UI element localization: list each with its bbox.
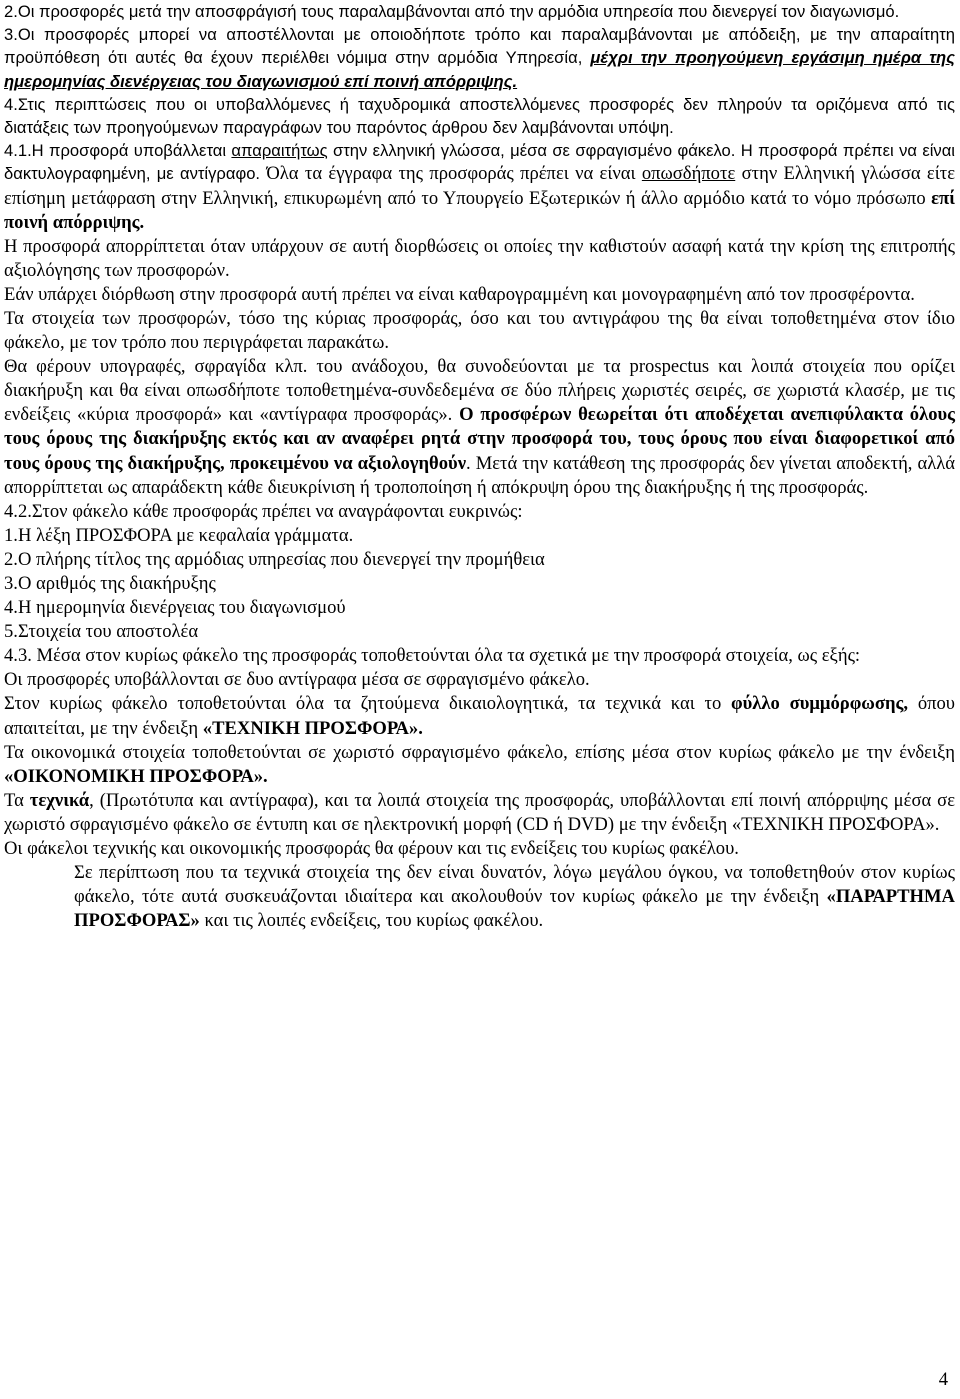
paragraph-4-1-emphasis: απαραιτήτως — [231, 141, 328, 161]
paragraph-correction-text: Εάν υπάρχει διόρθωση στην προσφορά αυτή πρέπει να είναι καθαρογραμμένη και μονογραφημένη από τον προσφέροντα. — [4, 283, 915, 305]
paragraph-4-1-documents: Όλα τα έγγραφα της προσφοράς πρέπει να είναι — [266, 163, 642, 185]
paragraph-signatures-after: . Μετά την κατάθεση της προσφοράς δεν γίνεται αποδεκτή, αλλά απορρίπτεται ως απαράδεκτη κάθε διευκρίνιση ή τροποποίηση ή απόκρυψη όρου της διακήρυξης ή της προσφοράς. — [4, 452, 955, 498]
paragraph-4-3-text: 4.3. Μέσα στον κυρίως φάκελο της προσφοράς τοποθετούνται όλα τα σχετικά με την προσφορά στοιχεία, ως εξής: — [4, 645, 861, 667]
paragraph-main-envelope-compliance: φύλλο συμμόρφωσης, — [731, 693, 909, 715]
paragraph-financial — [4, 741, 955, 789]
paragraph-signatures-acceptance: Ο προσφέρων θεωρείται ότι αποδέχεται ανεπιφύλακτα όλους τους όρους της διακήρυξης εκτός και αν αναφέρει ρητά στην προσφορά του, τους όρους που είναι διαφορετικοί από τους όρους της διακήρυξης, προκειμένου να αξιολογηθούν — [4, 404, 955, 474]
paragraph-3 — [4, 23, 955, 93]
paragraph-4-3-1-end: και τις λοιπές ενδείξεις, του κυρίως φακέλου. — [199, 910, 544, 932]
paragraph-rejection-text: Η προσφορά απορρίπτεται όταν υπάρχουν σε αυτή διορθώσεις οι οποίες την καθιστούν ασαφή κατά την κρίση της επιτροπής αξιολόγησης των προσφορών. — [4, 235, 955, 281]
paragraph-main-envelope — [4, 692, 955, 740]
paragraph-4-1-translation: στην Ελληνική γλώσσα είτε επίσημη μετάφραση στην Ελληνική, επικυρωμένη από το Υπουργείο Εξωτερικών ή άλλο αρμόδιο κατά το νόμο πρόσωπο — [4, 163, 956, 209]
paragraph-4 — [4, 93, 955, 139]
paragraph-same-envelope-text: Τα στοιχεία των προσφορών, τόσο της κύριας προσφοράς, όσο και του αντιγράφου της θα είναι τοποθετημένα στον ίδιο φάκελο, με τον τρόπο που περιγράφεται παρακάτω. — [4, 307, 955, 354]
list-item: 4.Η ημερομηνία διενέργειας του διαγωνισμού — [4, 597, 346, 619]
page-number: 4 — [938, 1369, 948, 1390]
paragraph-two-copies — [4, 668, 955, 692]
list-item: 1.Η λέξη ΠΡΟΣΦΟΡΑ με κεφαλαία γράμματα. — [4, 524, 354, 546]
paragraph-technical-bold: τεχνικά — [29, 789, 90, 811]
paragraph-4-1-text: στην ελληνική γλώσσα, μέσα σε σφραγισμένο φάκελο. Η προσφορά πρέπει να είναι δακτυλογραφημένη, με αντίγραφο. — [4, 141, 955, 184]
paragraph-3-text: 3.Οι προσφορές μπορεί να αποστέλλονται με οποιοδήποτε τρόπο και παραλαμβάνονται με απόδειξη, με την απαραίτητη προϋπόθεση ότι αυτές θα έχουν περιέλθει νόμιμα στην αρμόδια Υπηρεσία, — [4, 25, 955, 68]
paragraph-main-envelope-where: όπου απαιτείται, με την ένδειξη — [4, 693, 956, 739]
paragraph-3-deadline: μέχρι την προηγούμενη εργάσιμη ημέρα της ημερομηνίας διενέργειας του διαγωνισμού επί ποινή απόρριψης. — [4, 48, 955, 91]
paragraph-correction — [4, 283, 955, 307]
paragraph-4-3-1-number — [4, 861, 74, 885]
paragraph-two-copies-text: Οι προσφορές υποβάλλονται σε δυο αντίγραφα μέσα σε σφραγισμένο φάκελο. — [4, 669, 590, 691]
paragraph-4-text: 4.Στις περιπτώσεις που οι υποβαλλόμενες ή ταχυδρομικά αποστελλόμενες προσφορές δεν πληρούν τα οριζόμενα από τις διατάξεις των προηγούμενων παραγράφων του παρόντος άρθρου δεν λαμβάνονται υπόψη. — [4, 94, 955, 138]
paragraph-2 — [4, 0, 955, 23]
paragraph-4-2 — [4, 500, 955, 524]
paragraph-4-1-penalty: επί ποινή απόρριψης. — [4, 187, 955, 233]
paragraph-envelopes-text: Οι φάκελοι τεχνικής και οικονομικής προσφοράς θα φέρουν και τις ενδείξεις του κυρίως φακέλου. — [4, 838, 739, 860]
paragraph-4-1 — [4, 139, 955, 234]
paragraph-4-3-1 — [4, 861, 955, 933]
paragraph-technical-text: , (Πρωτότυπα και αντίγραφα), και τα λοιπά στοιχεία της προσφοράς, υποβάλλονται επί ποινή απόρριψης μέσα σε χωριστό σφραγισμένο φάκελο σε έντυπη και σε ηλεκτρονική μορφή (CD ή DVD) με την ένδειξη «ΤΕΧΝΙΚΗ ΠΡΟΣΦΟΡΑ». — [4, 789, 955, 835]
paragraph-4-1-mandatory: οπωσδήποτε — [641, 163, 736, 185]
paragraph-main-envelope-text: Στον κυρίως φάκελο τοποθετούνται όλα τα ζητούμενα δικαιολογητικά, τα τεχνικά και το — [4, 693, 732, 715]
paragraph-4-3-1-label: «ΠΑΡΑΡΤΗΜΑ ΠΡΟΣΦΟΡΑΣ» — [74, 886, 955, 932]
list-item: 2.Ο πλήρης τίτλος της αρμόδιας υπηρεσίας που διενεργεί την προμήθεια — [4, 548, 545, 570]
paragraph-4-2-text: 4.2.Στον φάκελο κάθε προσφοράς πρέπει να αναγράφονται ευκρινώς: — [4, 500, 523, 522]
paragraph-main-envelope-label: «ΤΕΧΝΙΚΗ ΠΡΟΣΦΟΡΑ». — [202, 717, 423, 739]
paragraph-envelopes — [4, 837, 955, 861]
paragraph-4-3 — [4, 644, 955, 668]
list-item: 5.Στοιχεία του αποστολέα — [4, 621, 199, 643]
document-page — [4, 0, 955, 933]
paragraph-signatures-text: Θα φέρουν υπογραφές, σφραγίδα κλπ. του ανάδοχου, θα συνοδεύονται με τα prospectus και λοιπά στοιχεία που ορίζει διακήρυξη και θα είναι οπωσδήποτε τοποθετημένα-συνδεδεμένα σε δύο πλήρεις χωριστές σειρές, σε χωριστά κλασέρ, με τις ενδείξεις «κύρια προσφορά» και «αντίγραφα προσφοράς». — [4, 356, 955, 426]
paragraph-financial-text: Τα οικονομικά στοιχεία τοποθετούνται σε χωριστό σφραγισμένο φάκελο, επίσης μέσα στον κυρίως φάκελο με την ένδειξη — [4, 741, 955, 763]
paragraph-2-text: 2.Οι προσφορές μετά την αποσφράγισή τους παραλαμβάνονται από την αρμόδια υπηρεσία που διενεργεί τον διαγωνισμό. — [4, 2, 900, 21]
paragraph-financial-label: «ΟΙΚΟΝΟΜΙΚΗ ΠΡΟΣΦΟΡΑ». — [4, 765, 268, 787]
paragraph-same-envelope — [4, 307, 955, 355]
paragraph-technical — [4, 789, 955, 837]
list-item: 3.Ο αριθμός της διακήρυξης — [4, 573, 216, 595]
paragraph-signatures — [4, 355, 955, 500]
paragraph-technical-lead: Τα — [4, 789, 30, 811]
paragraph-4-3-1-text: Σε περίπτωση που τα τεχνικά στοιχεία της δεν είναι δυνατόν, λόγω μεγάλου όγκου, να τοποθετηθούν στον κυρίως φάκελο, τότε αυτά συσκευάζονται ιδιαίτερα και ακολουθούν τον κυρίως φάκελο με την ένδειξη — [74, 862, 955, 908]
paragraph-rejection — [4, 235, 955, 283]
paragraph-4-1-lead: 4.1.Η προσφορά υποβάλλεται — [4, 141, 232, 161]
